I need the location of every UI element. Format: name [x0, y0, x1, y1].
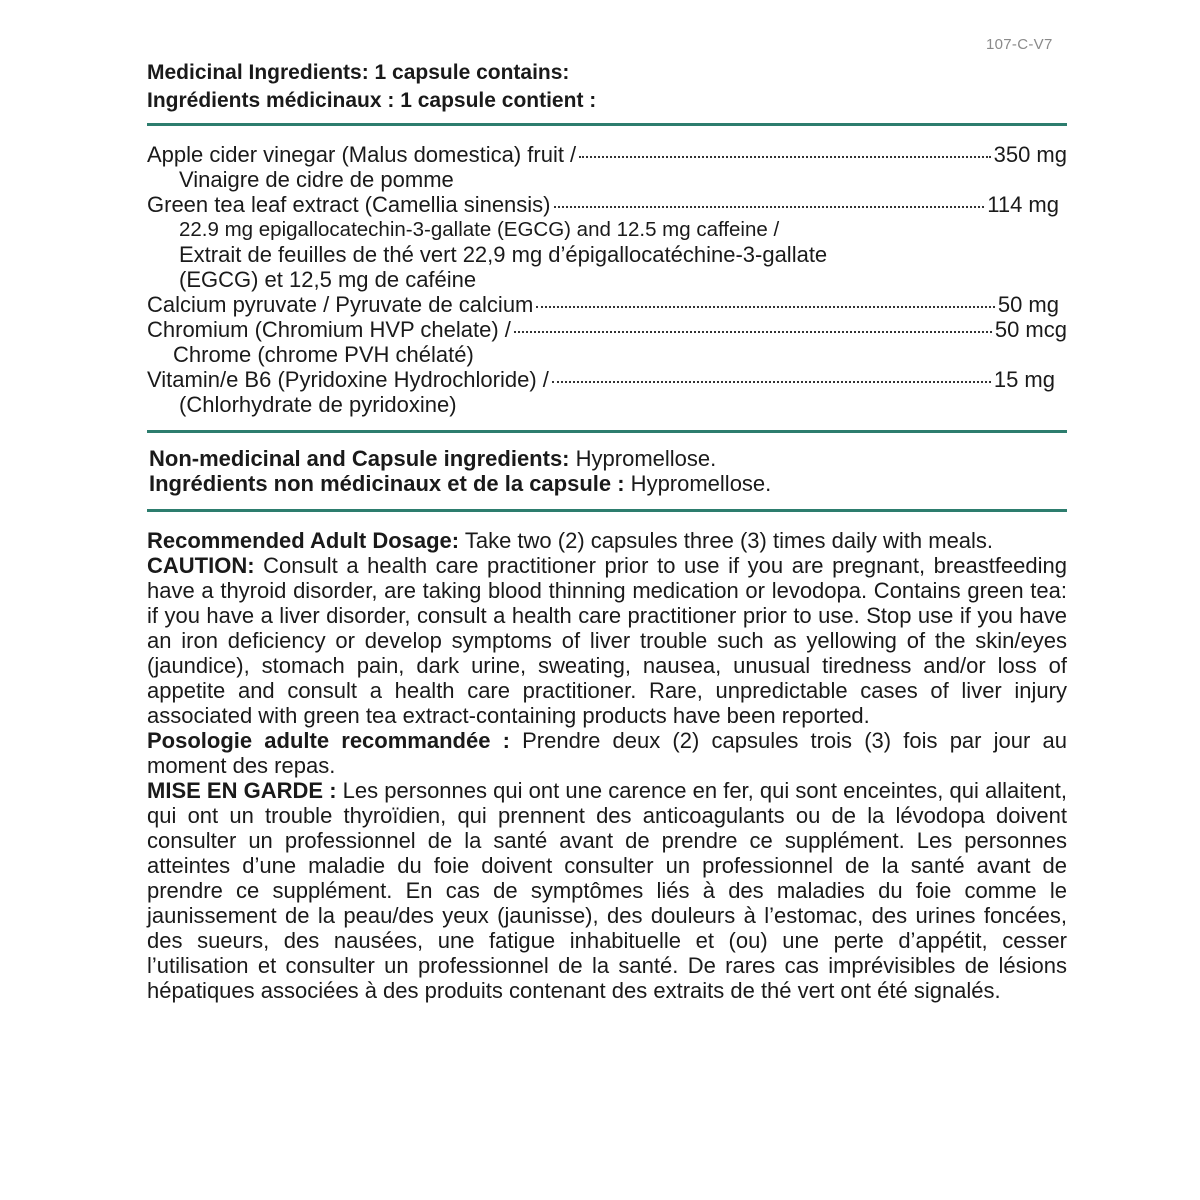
dot-leader	[579, 156, 990, 158]
dot-leader	[514, 331, 992, 333]
dot-leader	[554, 206, 985, 208]
ingredient-name: Chromium (Chromium HVP chelate) /	[147, 317, 511, 342]
ingredient-subline: Extrait de feuilles de thé vert 22,9 mg d’épigallocatéchine-3-gallate	[179, 242, 828, 267]
directions-and-cautions	[147, 528, 1067, 1003]
label-code: 107-C-V7	[986, 36, 1053, 53]
dosage-paragraph	[147, 528, 1067, 553]
non-medicinal-ingredients	[149, 446, 771, 496]
divider-lower	[147, 509, 1067, 512]
ingredient-name: Apple cider vinegar (Malus domestica) fruit /	[147, 142, 577, 167]
non-medicinal-en-value: Hypromellose.	[569, 446, 717, 471]
non-medicinal-fr-value: Hypromellose.	[624, 471, 772, 496]
ingredient-subline: (EGCG) et 12,5 mg de caféine	[179, 267, 477, 292]
mise-en-garde-text: Les personnes qui ont une carence en fer, qui sont enceintes, qui allaitent, qui ont un trouble thyroïdien, qui prennent des anticoagulants ou de la lévodopa doivent consulter un professionnel de la santé avant de prendre ce supplément. Les personnes atteintes d’une maladie du foie doivent consulter un professionnel de la santé avant de prendre ce supplément. En cas de symptômes liés à des maladies du foie comme le jaunissement de la peau/des yeux (jaunisse), des douleurs à l’estomac, des urines foncées, des sueurs, des nausées, une fatigue inhabituelle et (ou) une perte d’appétit, cesser l’utilisation et consulter un professionnel de la santé. De rares cas imprévisibles de lésions hépatiques associées à des produits contenant des extraits de thé vert ont été signalés.	[147, 778, 1067, 1003]
ingredient-subline: (Chlorhydrate de pyridoxine)	[179, 392, 457, 417]
divider-middle	[147, 430, 1067, 433]
ingredient-name: Vitamin/e B6 (Pyridoxine Hydrochloride) /	[147, 367, 549, 392]
supplement-facts-label	[147, 0, 1067, 1200]
ingredient-row	[147, 292, 1067, 317]
ingredient-row	[147, 142, 1067, 167]
heading-fr: Ingrédients médicinaux : 1 capsule contient :	[147, 89, 597, 112]
mise-en-garde-label: MISE EN GARDE :	[147, 778, 337, 803]
non-medicinal-fr	[149, 471, 771, 496]
ingredient-row	[147, 192, 1067, 217]
posologie-label: Posologie adulte recommandée :	[147, 728, 510, 753]
ingredient-row	[147, 317, 1067, 342]
ingredient-row	[147, 367, 1067, 392]
dot-leader	[552, 381, 991, 383]
caution-text: Consult a health care practitioner prior to use if you are pregnant, breastfeeding have a thyroid disorder, are taking blood thinning medication or levodopa. Contains green tea: if you have a liver disorder, consult a health care practitioner prior to use. Stop use if you have an iron deficiency or develop symptoms of liver trouble such as yellowing of the skin/eyes (jaundice), stomach pain, dark urine, sweating, nausea, unusual tiredness and/or loss of appetite and consult a health care practitioner. Rare, unpredictable cases of liver injury associated with green tea extract-containing products have been reported.	[147, 553, 1067, 728]
ingredient-subline: Chrome (chrome PVH chélaté)	[173, 342, 474, 367]
ingredient-amount: 15 mg	[993, 367, 1055, 392]
caution-label: CAUTION:	[147, 553, 255, 578]
non-medicinal-en-label: Non-medicinal and Capsule ingredients:	[149, 446, 570, 471]
non-medicinal-en	[149, 446, 771, 471]
ingredient-amount: 350 mg	[993, 142, 1067, 167]
ingredients-list	[147, 142, 1067, 417]
ingredient-subline: Vinaigre de cidre de pomme	[179, 167, 454, 192]
ingredient-amount: 50 mcg	[994, 317, 1067, 342]
heading-en: Medicinal Ingredients: 1 capsule contains:	[147, 61, 570, 84]
dosage-label: Recommended Adult Dosage:	[147, 528, 460, 553]
dosage-text: Take two (2) capsules three (3) times daily with meals.	[459, 528, 994, 553]
ingredient-subline: 22.9 mg epigallocatechin-3-gallate (EGCG) and 12.5 mg caffeine /	[179, 218, 780, 241]
medicinal-ingredients-heading	[147, 59, 596, 115]
non-medicinal-fr-label: Ingrédients non médicinaux et de la capsule :	[149, 471, 625, 496]
dot-leader	[536, 306, 994, 308]
ingredient-name: Green tea leaf extract (Camellia sinensis)	[147, 192, 551, 217]
posologie-paragraph	[147, 728, 1067, 778]
ingredient-name: Calcium pyruvate / Pyruvate de calcium	[147, 292, 534, 317]
divider-top	[147, 123, 1067, 126]
posologie-text: Prendre deux (2) capsules trois (3) fois par jour au moment des repas.	[147, 728, 1068, 778]
ingredient-amount: 50 mg	[997, 292, 1059, 317]
caution-paragraph	[147, 553, 1067, 728]
ingredient-amount: 114 mg	[987, 192, 1059, 217]
mise-en-garde-paragraph	[147, 778, 1067, 1003]
